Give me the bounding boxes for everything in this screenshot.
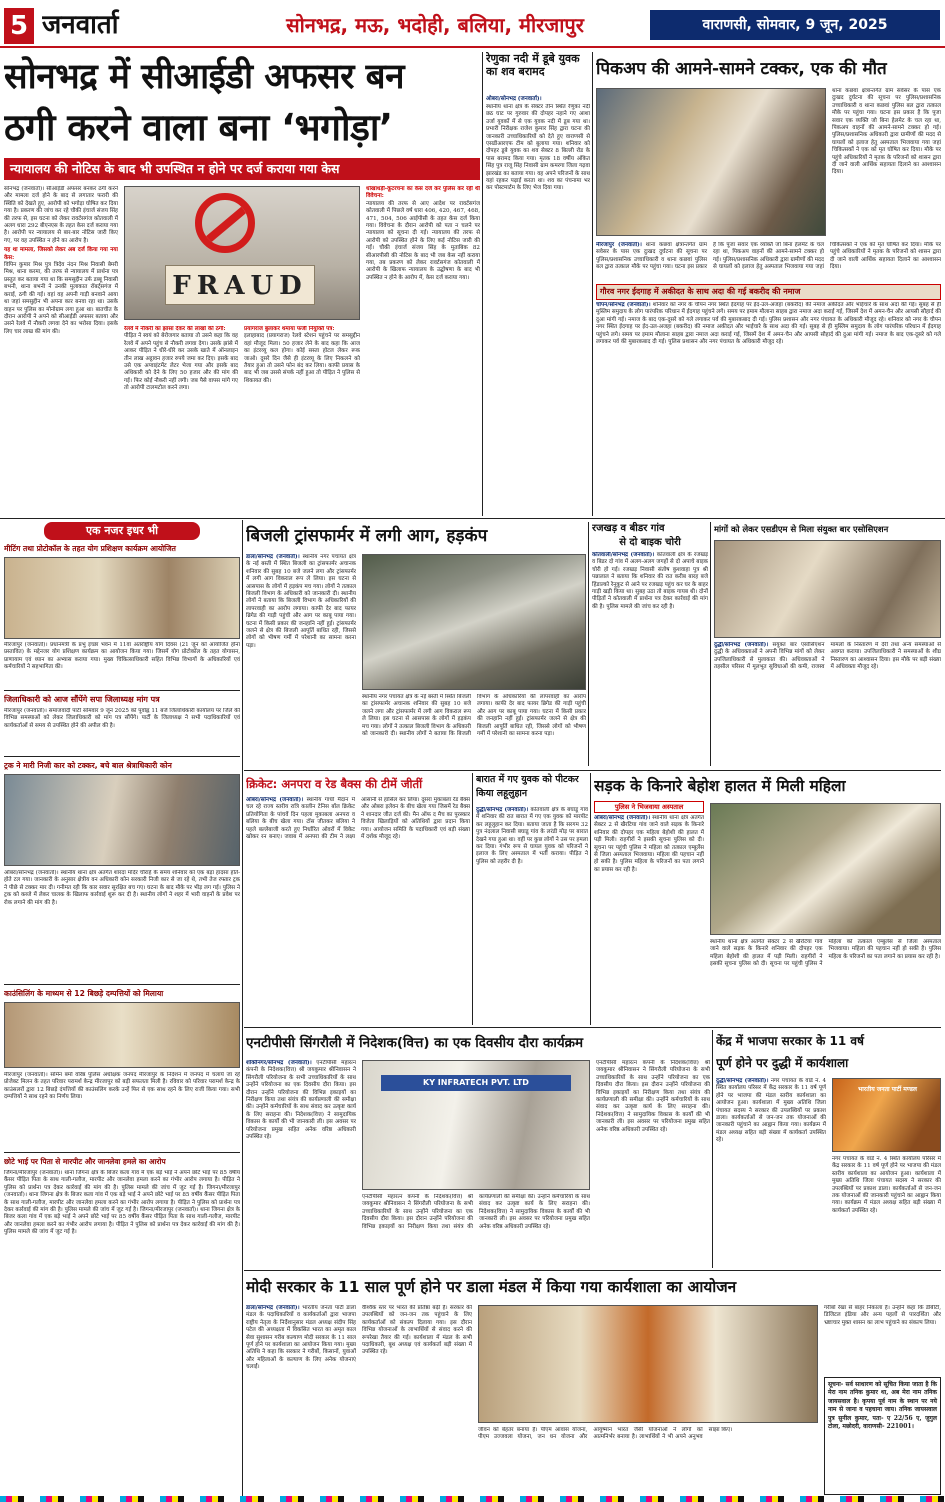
ntpc-body-2: एनटीपीसी महारत्न कंपनी के निदेशक(वित्त) श्री जयकुमार श्रीनिवासन ने सिंगरौली परियोजना के सभी उच्चाधिकारियों के साथ उन्होंने परियोजना का एक दिवसीय दौरा किया। इस दौरान उन्होंने परियोजना की विभिन्न इकाइयों का निरीक्षण किया तथा संयंत्र की कार्यप्रणाली की समीक्षा की। उन्होंने कर्मचारियों के साथ संवाद कर उत्कृष्ट कार्य के लिए सराहना की। निदेशक(वित्त) ने सामुदायिक विकास के कार्यों की भी जानकारी ली। इस अवसर पर परियोजना प्रमुख सहित अनेक वरिष्ठ अधिकारी उपस्थित रहे।	[362, 1194, 590, 1230]
lead-body-col4: धोखाधड़ी-कूटरचना का केस दर्ज कर पुलिस कर रही थी विवेचना: न्यायालय की तरफ से आए आदेश पर रावर्टसगंज कोतवाली में पिछले वर्ष धारा 406, 420, 467, 468, 471, 504, 506 आईपीसी के तहत केस दर्ज किया गया। विवेचना के दौरान आरोपी को पता न चलने पर न्यायालय को सूचना दी गई। न्यायालय की तरफ से आरोपी को उपस्थित होने के लिए कई नोटिस जारी की गईं। चौकी इंचार्ज संजय सिंह के मुताबिक 82 सीआरपीसी की नोटिस के बाद भी जब केस नहीं कराया गया, तब प्रकरण को लेकर रावर्टसगंज कोतवाली में आरोपी के खिलाफ न्यायालय के उद्घोषणा के बाद भी उपस्थित न होने के आरोप में, केस दर्ज कराया गया।	[366, 186, 480, 281]
bjp-dudhi-story	[716, 1030, 941, 1268]
fraud-tiles: FRAUD	[165, 265, 315, 305]
modi-body-4: गरीबों रेखा से बाहर निकाला है। उन्होंने कहा कि डीबीटी, डिजिटल इंडिया और अन्य पहलों से पारदर्शिता और भ्रष्टाचार मुक्त शासन का लाभ पहुंचाने का संकल्प लिया।	[824, 1305, 941, 1326]
modi-body-1: डाला/सोनभद्र (जनवार्ता)। भारतीय जनता पार्टी डाला मंडल के पदाधिकारियों व कार्यकर्ताओं द्वारा भाजपा राष्ट्रीय नेतृत्व के निर्देशानुसार मंडल अध्यक्ष संदीप सिंह पटेल की अध्यक्षता में विकसित भारत का अमृत काल सेवा सुशासन गरीब कल्याण मोदी सरकार के 11 साल पूर्ण होने पर कार्यशाला का आयोजन किया गया। मुख्य अतिथि ने कहा कि सरकार ने गरीबों, किसानों, युवाओं और महिलाओं के कल्याण के लिए अनेक योजनाएं चलाईं।	[246, 1305, 356, 1371]
behosh-tag: पुलिस ने भिजवाया अस्पताल	[594, 801, 704, 813]
lead-body-col3: प्रयागराज बुलाकर थमाया फर्जी नियुक्ति पत्र: इलाहाबाद (प्रयागराज) रेलवे स्टेशन पहुंचने पर समसुद्दीन वहां मौजूद मिला। 50 हजार लेने के बाद कहा कि आज का इंटरव्यू कल होगा। कोई सस्ता होटल लेकर रूक जाओ। दूसरे दिन जैसे ही इंटरव्यू के लिए निकलने को तैयार हुआ तो उसने फोन बंद कर लिया। काफी प्रयास के बाद भी जब उससे संपर्क नहीं हुआ तो पीड़ित ने पुलिस से शिकायत की।	[244, 326, 360, 384]
pickup-headline: पिकअप की आमने-सामने टक्कर, एक की मौत	[596, 59, 887, 79]
cricket-body: ओबरा/सोनभद्र (जनवार्ता)। स्थानीय गांधी मैदान में चल रहे राज्य स्तरीय रात्रि कालीन टेनिस बॉल क्रिकेट प्रतियोगिता के पांचवें दिन पहला मुकाबला अनपरा व बलिया के बीच खेला गया। टॉस जीतकर बलिया ने पहले बल्लेबाजी करते हुए निर्धारित ओवरों में विकेट खोकर रन बनाए। जवाब में अनपरा की टीम ने लक्ष्य आसानी से हासिल कर लिया। दूसरा मुकाबला रेड बैक्स और ओबरा इलेवन के बीच खेला गया जिसमें रेड बैक्स ने शानदार जीत दर्ज की। मैन ऑफ द मैच का पुरस्कार विजेता खिलाड़ियों को अतिथियों द्वारा प्रदान किया गया। आयोजन समिति के पदाधिकारी एवं बड़ी संख्या में दर्शक मौजूद रहे।	[246, 797, 470, 841]
masthead	[0, 0, 945, 48]
bakrid-headline: गौरव नगर ईदगाह में अकीदत के साथ अदा की गई बकरीद की नमाज	[596, 284, 941, 300]
behosh-body-2: स्थानीय थाना क्षेत्र अंतर्गत सेक्टर 2 से खैरटिया गांव जाने वाले सड़क के किनारे शनिवार की दोपहर एक महिला बेहोशी की हालत में पड़ी मिली। राहगीरों ने इसकी सूचना पुलिस को दी। सूचना पर पहुंची पुलिस ने महिला को तत्काल एम्बुलेंस से जिला अस्पताल भिजवाया। महिला की पहचान नहीं हो सकी है। पुलिस महिला के परिजनों का पता लगाने का प्रयास कर रही है।	[710, 939, 941, 968]
bakrid-body: चोपन/सोनभद्र (जनवार्ता)। शनिवार को नगर के चौपन नगर स्थित ईदगाह पर ईद-उल-अजहा (बकरीद) की नमाज अकीदत और भाईचारे के साथ अदा की गई। सुबह से ही मुस्लिम समुदाय के लोग पारंपरिक परिधान में ईदगाह पहुंचने लगे। समय पर इमाम मौलाना साहब द्वारा नमाज अदा कराई गई, जिसमें देश में अमन-चैन और आपसी सौहार्द की दुआ मांगी गई। नमाज के बाद एक-दूसरे को गले लगाकर पर्व की मुबारकबाद दी गई। पुलिस प्रशासन और नगर पंचायत के अधिकारी मौजूद रहे। शनिवार को नगर के चौपन नगर स्थित ईदगाह पर ईद-उल-अजहा (बकरीद) की नमाज अकीदत और भाईचारे के साथ अदा की गई। सुबह से ही मुस्लिम समुदाय के लोग पारंपरिक परिधान में ईदगाह पहुंचने लगे। समय पर इमाम मौलाना साहब द्वारा नमाज अदा कराई गई, जिसमें देश में अमन-चैन और आपसी सौहार्द की दुआ मांगी गई। नमाज के बाद एक-दूसरे को गले लगाकर पर्व की मुबारकबाद दी गई। पुलिस प्रशासन और नगर पंचायत के अधिकारी मौजूद रहे।	[596, 302, 941, 346]
counselling-photo	[4, 1002, 240, 1068]
bjp-banner: भारतीय जनता पार्टी मण्डल	[858, 1086, 917, 1093]
pickup-body: मीरजापुर (जनवार्ता)। थाना कछवां क्षेत्रान्तर्गत ग्राम सवेसर के पास एक दुःखद दुर्घटना की सूचना पर पुलिस/प्रशासनिक उच्चाधिकारी व थाना कछवां पुलिस बल द्वारा तत्काल मौके पर पहुंचा गया। घटना इस प्रकार है कि पूजा सवार एक व्यक्ति जो बिना हेलमेट के चल रहा था, पिकअप वाहनों की आमने-सामने टक्कर हो गई। पुलिस/प्रशासनिक अधिकारी द्वारा ग्रामीणों की मदद से घायलों को इलाज हेतु अस्पताल भिजवाया गया जहां चिकित्सकों ने एक को मृत घोषित कर दिया। मौके पर पहुंचे अधिकारियों ने मृतक के परिजनों को शासन द्वारा दी जाने वाली आर्थिक सहायता दिलाने का आश्वासन दिया।	[596, 242, 941, 271]
ntpc-story	[246, 1030, 710, 1268]
behosh-photo	[710, 803, 941, 935]
modi-headline: मोदी सरकार के 11 साल पूर्ण होने पर डाला मंडल में किया गया कार्यशाला का आयोजन	[246, 1278, 737, 1296]
transformer-photo	[362, 554, 586, 690]
renuka-story	[486, 52, 590, 516]
renuka-dateline: ओबरा/सोनभद्र (जनवार्ता)।	[486, 96, 542, 102]
regions-banner: सोनभद्र, मऊ, भदोही, बलिया, मीरजापुर	[286, 13, 584, 37]
ntpc-photo	[362, 1060, 590, 1190]
yoga-body: मीरजापुर (जनवार्ता)। प्रधानमंत्री के प्रभु इच्छा भवन में 11वां अंतर्राष्ट्रीय योग दिवस (21 जून को आयोजित होना प्रस्तावित) के मद्देनजर योग प्रशिक्षण कार्यक्रम का आयोजन किया गया। जिसमें योग प्रोटोकॉल के तहत योगासन, प्राणायाम एवं ध्यान का अभ्यास कराया गया। मुख्य चिकित्साधिकारी सहित विभिन्न विभागों के अधिकारियों एवं कर्मचारियों ने सहभागिता की।	[4, 642, 240, 671]
ntpc-body-1: शक्तिनगर/सोनभद्र (जनवार्ता)। एनटीपीसी महारत्न कंपनी के निदेशक(वित्त) श्री जयकुमार श्रीनिवासन ने सिंगरौली परियोजना के सभी उच्चाधिकारियों के साथ उन्होंने परियोजना का एक दिवसीय दौरा किया। इस दौरान उन्होंने परियोजना की विभिन्न इकाइयों का निरीक्षण किया तथा संयंत्र की कार्यप्रणाली की समीक्षा की। उन्होंने कर्मचारियों के साथ संवाद कर उत्कृष्ट कार्य के लिए सराहना की। निदेशक(वित्त) ने सामुदायिक विकास के कार्यों की भी जानकारी ली। इस अवसर पर परियोजना प्रमुख सहित अनेक वरिष्ठ अधिकारी उपस्थित रहे।	[246, 1060, 356, 1141]
registration-strip	[0, 1496, 945, 1502]
pickup-photo	[596, 88, 826, 236]
renuka-body: स्थानीय थाना क्षेत्र के सेक्टर तीन स्थित रेणुका नदी छठ घाट पर गुरुवार की दोपहर नहाने गए आशा उर्जा युवकों में से एक युवक नदी में डूब गया था। प्रभारी निरीक्षक राजेश कुमार सिंह द्वारा घटना की जानकारी उच्चाधिकारियों को देते हुए वाराणसी से एसडीआरएफ टीम को बुलाया गया। शनिवार को दोपहर डूबे युवक का शव सेक्टर 8 बिल्ली रोड के पास बरामद किया गया। मृतक 18 वर्षीय अंकित सिंह पुत्र राजू सिंह निवासी ग्राम कमरगा जिला गढ़वा झारखंड का बताया गया। वह अपने परिजनों के साथ यहां रहकर पढ़ाई करता था। शव का पंचनामा भर कर पोस्टमार्टम के लिए भेज दिया गया।	[486, 104, 590, 192]
fraud-image	[124, 186, 360, 320]
modi-body-2: वैश्विक स्तर पर भारत की प्रतिष्ठा बढ़ी है। सरकार की उपलब्धियों को जन-जन तक पहुंचाने के लिए कार्यकर्ताओं को संकल्प दिलाया गया। इस दौरान विभिन्न योजनाओं के लाभार्थियों से संवाद करने की रूपरेखा तैयार की गई। कार्यशाला में मंडल के सभी पदाधिकारी, बूथ अध्यक्ष एवं कार्यकर्ता बड़ी संख्या में उपस्थित रहे।	[362, 1305, 472, 1356]
ntpc-headline: एनटीपीसी सिंगरौली में निदेशक(वित्त) का एक दिवसीय दौरा कार्यक्रम	[246, 1035, 584, 1051]
rajkhad-headline-2: से दो बाइक चोरी	[619, 537, 681, 548]
ek-najar-column	[4, 522, 240, 1498]
renuka-headline: रेणुका नदी में डूबे युवक का शव बरामद	[486, 52, 580, 78]
lead-subhead-2: रेलवे में नौकरी का झांसा देकर की लाखों की ठगी:	[124, 326, 226, 332]
ek-najar-label: एक नजर इधर भी	[44, 522, 200, 540]
chhot-headline: छोटे भाई पर पिता से मारपीट और जानलेवा हमले का आरोप	[4, 1157, 166, 1166]
notice-text: सूचना- सर्व साधारण को सूचित किया जाता है कि मेरा नाम तनिक कुमार था, अब मेरा नाम तनिक जायसवाल है। कृपया पूर्व नाम के स्थान पर नये नाम से जाना व पहचाना जाय। तनिक जायसवाल पुत्र सुनील कुमार, पता- ए 22/56 ए, जुगुल टोला, मछोदरी, वाराणसी- 221001।	[828, 1381, 937, 1431]
page-number: 5	[4, 8, 34, 44]
sdm-headline: मांगों को लेकर एसडीएम से मिला संयुक्त बार एसोसिएशन	[714, 524, 889, 534]
rajkhad-story	[592, 522, 708, 768]
lead-headline-2: ठगी करने वाला बना ‘भगोड़ा’	[4, 106, 393, 149]
lead-subhead-3: प्रयागराज बुलाकर थमाया फर्जी नियुक्ति पत्र:	[244, 326, 335, 332]
bjp-dudhi-headline-1: केंद्र में भाजपा सरकार के 11 वर्ष	[716, 1034, 864, 1048]
sdm-photo	[714, 540, 941, 638]
transformer-headline: बिजली ट्रांसफार्मर में लगी आग, हड़कंप	[246, 526, 488, 546]
sdm-body: दुद्धी/सोनभद्र (जनवार्ता)। संयुक्त बार एसोसिएशन दुद्धी के अधिवक्ताओं ने अपनी विभिन्न मांगों को लेकर उपजिलाधिकारी से मुलाकात की। अधिवक्ताओं ने तहसील परिसर में मूलभूत सुविधाओं की कमी, राजस्व मामलों के निस्तारण में देरी तथा अन्य समस्याओं से अवगत कराया। उपजिलाधिकारी ने समस्याओं के शीघ्र निस्तारण का आश्वासन दिया। इस मौके पर बड़ी संख्या में अधिवक्ता मौजूद रहे।	[714, 642, 941, 671]
dateline-box: वाराणसी, सोमवार, 9 जून, 2025	[650, 10, 940, 40]
lead-subhead-4: धोखाधड़ी-कूटरचना का केस दर्ज कर पुलिस कर रही थी विवेचना:	[366, 186, 480, 200]
cricket-story	[246, 773, 470, 1025]
transformer-body-1: डाला/सोनभद्र (जनवार्ता)। स्थानीय नगर पंचायत क्षेत्र के नई बस्ती में स्थित बिजली का ट्रांसफार्मर अचानक शनिवार की सुबह 10 बजे जलने लगा और ट्रांसफार्मर में लगी आग विकराल रूप ले लिया। इस घटना से आसपास के लोगों में हड़कंप मच गया। लोगों ने तत्काल बिजली विभाग के अधिकारी को जानकारी दी। स्थानीय लोगों ने बताया कि बिजली विभाग के अधिकारियों की लापरवाही का आरोप लगाया। काफी देर बाद फायर ब्रिगेड की गाड़ी पहुंची और आग पर काबू पाया गया। घटना में किसी प्रकार की जनहानि नहीं हुई। ट्रांसफार्मर जलने से क्षेत्र की बिजली आपूर्ति बाधित रही, जिससे लोगों को भीषण गर्मी में परेशानी का सामना करना पड़ा।	[246, 554, 356, 649]
rajkhad-body: कोतवाली/सोनभद्र (जनवार्ता)। कोतवाली क्षेत्र के रजखड़ व बिडर दो गांव में अलग-अलग जगहों से दो अपाचे बाइक चोरी हो गई। रजखड़ निवासी संतोष कुशवाहा पुत्र श्री पन्नालाल ने बताया कि शनिवार की रात करीब बारह बजे हिंडाल्को रेनूकूट से आने पर रजखड़ पहुंच कर घर के बाहर गाड़ी खड़ी किया था। सुबह उठा तो बाइक गायब थी। दोनों पीड़ितों ने कोतवाली में प्रार्थना पत्र देकर कार्रवाई की मांग की है। पुलिस मामले की जांच कर रही है।	[592, 552, 708, 610]
lead-strap: न्यायालय की नोटिस के बाद भी उपस्थित न होने पर दर्ज कराया गया केस	[4, 158, 480, 180]
sdm-story	[714, 522, 941, 768]
truck-photo	[4, 774, 240, 866]
counselling-headline: काउंसिलिंग के माध्यम से 12 बिछड़े दम्पत्तियों को मिलाया	[4, 989, 164, 998]
barat-headline: बारात में गए युवक को पीटकर किया लहूलुहान	[476, 774, 579, 799]
modi-photo	[478, 1305, 818, 1423]
pickup-side-text: थाना कछवां क्षेत्रान्तर्गत ग्राम सवेसर के पास एक दुःखद दुर्घटना की सूचना पर पुलिस/प्रशासनिक उच्चाधिकारी व थाना कछवां पुलिस बल द्वारा तत्काल मौके पर पहुंचा गया। घटना इस प्रकार है कि पूजा सवार एक व्यक्ति जो बिना हेलमेट के चल रहा था, पिकअप वाहनों की आमने-सामने टक्कर हो गई। पुलिस/प्रशासनिक अधिकारी द्वारा ग्रामीणों की मदद से घायलों को इलाज हेतु अस्पताल भिजवाया गया जहां चिकित्सकों ने एक को मृत घोषित कर दिया। मौके पर पहुंचे अधिकारियों ने मृतक के परिजनों को शासन द्वारा दी जाने वाली आर्थिक सहायता दिलाने का आश्वासन दिया।	[832, 88, 941, 176]
lead-body-col1: सोनभद्र (जनवार्ता)। सीआईडी अफसर बनकर ठगी करने और मामला दर्ज होने के बाद से लगातार फरारी की स्थिति को देखते हुए, आरोपी को भगोड़ा घोषित कर दिया गया है। प्रकरण की जांच कर रहे चौकी इंचार्ज संजय सिंह की तरफ से, इस घटना को लेकर रावर्टसगंज कोतवाली में अलग धारा 292 बीएनएस के तहत केस दर्ज कराया गया है। आरोपी पर न्यायालय से बार-बार नोटिस जारी किए गए, पर वह उपस्थित न होने का आरोप है। यह था मामला, जिसको लेकर अब दर्ज किया गया नया केस: विपिन कुमार मिश्र पुत्र त्रिदेव नंदन मिश्र निवासी बेमरी मिश्र, थाना करमा, की तरफ से न्यायालय में प्रार्थना पत्र प्रस्तुत कर बताया गया था कि समसुद्दीन उर्फ डब्बू निवासी बभनी, थाना बभनी ने उनकी मुलाकात रॉबर्ट्सगंज में कराई, ठगी की गई। वहां वह अपनी गाड़ी बनवाने आया था जहां समसुद्दीन भी अपना कार बनवा रहा था। उसके वाहन पर पुलिस का मोनोग्राम लगा हुआ था। बातचीत के दौरान आरोपी ने अपने को सीआईडी अफसर बताया और उसने रेलवे में नौकरी लगवा देने का भरोसा दिया। इसके लिए चार लाख की मांग की।	[4, 186, 118, 335]
jiladhikari-headline: जिलाधिकारी को आज सौंपेंगे सपा जिलाध्यक्ष मांग पत्र	[4, 695, 160, 704]
transformer-body-2: स्थानीय नगर पंचायत क्षेत्र के नई बस्ती में स्थित बिजली का ट्रांसफार्मर अचानक शनिवार की सुबह 10 बजे जलने लगा और ट्रांसफार्मर में लगी आग विकराल रूप ले लिया। इस घटना से आसपास के लोगों में हड़कंप मच गया। लोगों ने तत्काल बिजली विभाग के अधिकारी को जानकारी दी। स्थानीय लोगों ने बताया कि बिजली विभाग के अधिकारियों की लापरवाही का आरोप लगाया। काफी देर बाद फायर ब्रिगेड की गाड़ी पहुंची और आग पर काबू पाया गया। घटना में किसी प्रकार की जनहानि नहीं हुई। ट्रांसफार्मर जलने से क्षेत्र की बिजली आपूर्ति बाधित रही, जिससे लोगों को भीषण गर्मी में परेशानी का सामना करना पड़ा।	[362, 694, 586, 738]
pickup-story	[596, 52, 941, 282]
rajkhad-headline-1: रजखड़ व बीडर गांव	[592, 523, 665, 534]
modi-body-3: जीवन को बेहतर बनाया है। पीएम आवास योजना, पीएम उज्जवला योजना, जन धन योजना और आयुष्मान भारत जैसी योजनाओं ने लोगों को आत्मनिर्भर बनाया है। लाभार्थियों ने भी अपने अनुभव साझा किए।	[478, 1427, 733, 1441]
prohibition-icon	[195, 193, 255, 253]
cricket-headline: क्रिकेट: अनपरा व रेड बैक्स की टीमें जीतीं	[246, 777, 423, 791]
transformer-story	[246, 522, 586, 768]
barat-body: दुद्धी/सोनभद्र (जनवार्ता)। कोतवाली क्षेत्र के बघाडू गांव में शनिवार की रात बारात में गए एक युवक को मारपीट कर लहूलुहान कर दिया। बताया जाता है कि सरगम 32 पुत्र नंदलाल निवासी बघाडू गांव के लरंडी मोड़ पर बारात देखने गया हुआ था। वहीं पर कुछ लोगों ने उस पर हमला कर दिया। गंभीर रूप से घायल युवक को परिजनों ने इलाज के लिए अस्पताल में भर्ती कराया। पीड़ित ने पुलिस को तहरीर दी है।	[476, 807, 588, 865]
behosh-story	[594, 773, 941, 1025]
name-change-notice	[824, 1377, 941, 1495]
chhot-body: जिगना/मीरजापुर (जनवार्ता)। थाना जिगना क्षेत्र के बिजर कला गांव में एक बड़े भाई ने अपने छोटे भाई पर 85 वर्षीय कैंसर पीड़ित पिता के साथ गाली-गलौज, मारपीट और जानलेवा हमला करने का गंभीर आरोप लगाया है। पीड़ित ने पुलिस को प्रार्थना पत्र देकर कार्रवाई की मांग की है। पुलिस मामले की जांच में जुट गई है। जिगना/मीरजापुर (जनवार्ता)। थाना जिगना क्षेत्र के बिजर कला गांव में एक बड़े भाई ने अपने छोटे भाई पर 85 वर्षीय कैंसर पीड़ित पिता के साथ गाली-गलौज, मारपीट और जानलेवा हमला करने का गंभीर आरोप लगाया है। पीड़ित ने पुलिस को प्रार्थना पत्र देकर कार्रवाई की मांग की है। पुलिस मामले की जांच में जुट गई है। जिगना/मीरजापुर (जनवार्ता)। थाना जिगना क्षेत्र के बिजर कला गांव में एक बड़े भाई ने अपने छोटे भाई पर 85 वर्षीय कैंसर पीड़ित पिता के साथ गाली-गलौज, मारपीट और जानलेवा हमला करने का गंभीर आरोप लगाया है। पीड़ित ने पुलिस को प्रार्थना पत्र देकर कार्रवाई की मांग की है। पुलिस मामले की जांच में जुट गई है।	[4, 1170, 240, 1236]
modi-story	[246, 1273, 941, 1497]
bakrid-story	[596, 284, 941, 516]
jiladhikari-body: मीरजापुर (जनवार्ता)। समाजवादी पार्टी सोमवार 9 जून 2025 को पूर्वाह्न 11 बजे जिलाधिकारी कार्यालय पर जिले की विभिन्न समस्याओं को लेकर जिलाधिकारी को मांग पत्र सौंपेंगे। पार्टी के जिलाध्यक्ष ने सभी पदाधिकारियों एवं कार्यकर्ताओं से समय से उपस्थित होने की अपील की है।	[4, 708, 240, 729]
ntpc-banner: KY INFRATECH PVT. LTD	[381, 1075, 571, 1091]
counselling-body: मीरजापुर (जनवार्ता)। सोमेन बर्मा वरिष्ठ पुलिस अधीक्षक जनपद मीरजापुर के निर्देशन में जनपद में चलाये जा रहे प्रोजेक्ट मिलन के तहत परिवार परामर्श केन्द्र मीरजापुर को बड़ी सफलता मिली है। रविवार को परिवार परामर्श केन्द्र के काउंसलरों द्वारा 12 बिछड़े दंपत्तियों की काउंसलिंग करके उन्हें फिर से एक साथ रहने के लिए राजी किया गया। सभी दम्पत्तियों ने साथ रहने का निर्णय लिया।	[4, 1072, 240, 1101]
behosh-body: ओबरा/सोनभद्र (जनवार्ता)। स्थानीय थाना क्षेत्र अंतर्गत सेक्टर 2 से खैरटिया गांव जाने वाले सड़क के किनारे शनिवार की दोपहर एक महिला बेहोशी की हालत में पड़ी मिली। राहगीरों ने इसकी सूचना पुलिस को दी। सूचना पर पहुंची पुलिस ने महिला को तत्काल एम्बुलेंस से जिला अस्पताल भिजवाया। महिला की पहचान नहीं हो सकी है। पुलिस महिला के परिजनों का पता लगाने का प्रयास कर रही है।	[594, 815, 704, 873]
yoga-headline: मीटिंग तथा प्रोटोकॉल के तहत योग प्रशिक्षण कार्यक्रम आयोजित	[4, 544, 176, 553]
lead-story	[4, 52, 480, 518]
bjp-dudhi-headline-2: पूर्ण होने पर दुद्धी में कार्यशाला	[716, 1056, 849, 1070]
lead-body-col2: रेलवे में नौकरी का झांसा देकर की लाखों की ठगी: पीड़ित ने स्वयं को बेरोजगार बताया तो उसने कहा कि वह रेलवे में अपने पहुंच से नौकरी लगवा देगा। उसके झांसे में आकर पीड़ित ने धीरे-धीरे कर उसके खाते में ऑनलाइन तीन लाख अट्ठावन हजार रुपये जमा कर दिए। इसके बाद उसे एक अप्वाइंटमेंट लेटर भेजा गया और इसके बाद अधिकारी को देने के लिए 50 हजार और की मांग की गई। फिर कोई नौकरी नहीं लगी। जब पैसे वापस मांगे गए तो आरोपी टालमटोल करने लगा।	[124, 326, 238, 392]
yoga-photo	[4, 557, 240, 639]
bjp-dudhi-body-2: नगर पंचायत के वार्ड नं. 4 स्थित कार्यालय परिसर में केंद्र सरकार के 11 वर्ष पूर्ण होने पर भाजपा की मंडल स्तरीय कार्यशाला का आयोजन हुआ। कार्यशाला में मुख्य अतिथि जिला पंचायत सदस्य ने सरकार की उपलब्धियों पर प्रकाश डाला। कार्यकर्ताओं से जन-जन तक योजनाओं की जानकारी पहुंचाने का आह्वान किया गया। कार्यक्रम में मंडल अध्यक्ष सहित बड़ी संख्या में कार्यकर्ता उपस्थित रहे।	[832, 1156, 941, 1214]
lead-subhead-1: यह था मामला, जिसको लेकर अब दर्ज किया गया नया केस:	[4, 247, 118, 261]
paper-name: जनवार्ता	[42, 10, 119, 40]
barat-story	[476, 773, 588, 1025]
bjp-dudhi-photo	[832, 1078, 941, 1152]
truck-headline: ट्रक ने मारी निजी कार को टक्कर, बचे बाल श्रेत्राधिकारी कोन	[4, 761, 172, 770]
truck-body: ओबरा/सोनभद्र (जनवार्ता)। स्थानीय थाना क्षेत्र अंतर्गत शारदा मंदिर चौराहे के समय शनिवार को एक बड़ा हादसा होते-होते टल गया। जानकारी के अनुसार क्षेत्रीय वन अधिकारी कोन सरकारी निजी कार से जा रहे थे, तभी तेज रफ्तार ट्रक ने पीछे से टक्कर मार दी। गनीमत रही कि कार सवार सुरक्षित बच गए। घटना के बाद मौके पर भीड़ लग गई। पुलिस ने ट्रक को कब्जे में लेकर चालक के खिलाफ कार्रवाई शुरू कर दी है। स्थानीय लोगों ने शहर में भारी वाहनों के प्रवेश पर रोक लगाने की मांग की है।	[4, 870, 240, 906]
lead-headline-1: सोनभद्र में सीआईडी अफसर बन	[4, 57, 405, 97]
bjp-dudhi-body-1: दुद्धी/सोनभद्र (जनवार्ता)। नगर पंचायत के वार्ड नं. 4 स्थित कार्यालय परिसर में केंद्र सरकार के 11 वर्ष पूर्ण होने पर भाजपा की मंडल स्तरीय कार्यशाला का आयोजन हुआ। कार्यशाला में मुख्य अतिथि जिला पंचायत सदस्य ने सरकार की उपलब्धियों पर प्रकाश डाला। कार्यकर्ताओं से जन-जन तक योजनाओं की जानकारी पहुंचाने का आह्वान किया गया। कार्यक्रम में मंडल अध्यक्ष सहित बड़ी संख्या में कार्यकर्ता उपस्थित रहे।	[716, 1078, 826, 1144]
ntpc-body-3: एनटीपीसी महारत्न कंपनी के निदेशक(वित्त) श्री जयकुमार श्रीनिवासन ने सिंगरौली परियोजना के सभी उच्चाधिकारियों के साथ उन्होंने परियोजना का एक दिवसीय दौरा किया। इस दौरान उन्होंने परियोजना की विभिन्न इकाइयों का निरीक्षण किया तथा संयंत्र की कार्यप्रणाली की समीक्षा की। उन्होंने कर्मचारियों के साथ संवाद कर उत्कृष्ट कार्य के लिए सराहना की। निदेशक(वित्त) ने सामुदायिक विकास के कार्यों की भी जानकारी ली। इस अवसर पर परियोजना प्रमुख सहित अनेक वरिष्ठ अधिकारी उपस्थित रहे।	[596, 1060, 710, 1133]
behosh-headline: सड़क के किनारे बेहोश हालत में मिली महिला	[594, 777, 846, 795]
